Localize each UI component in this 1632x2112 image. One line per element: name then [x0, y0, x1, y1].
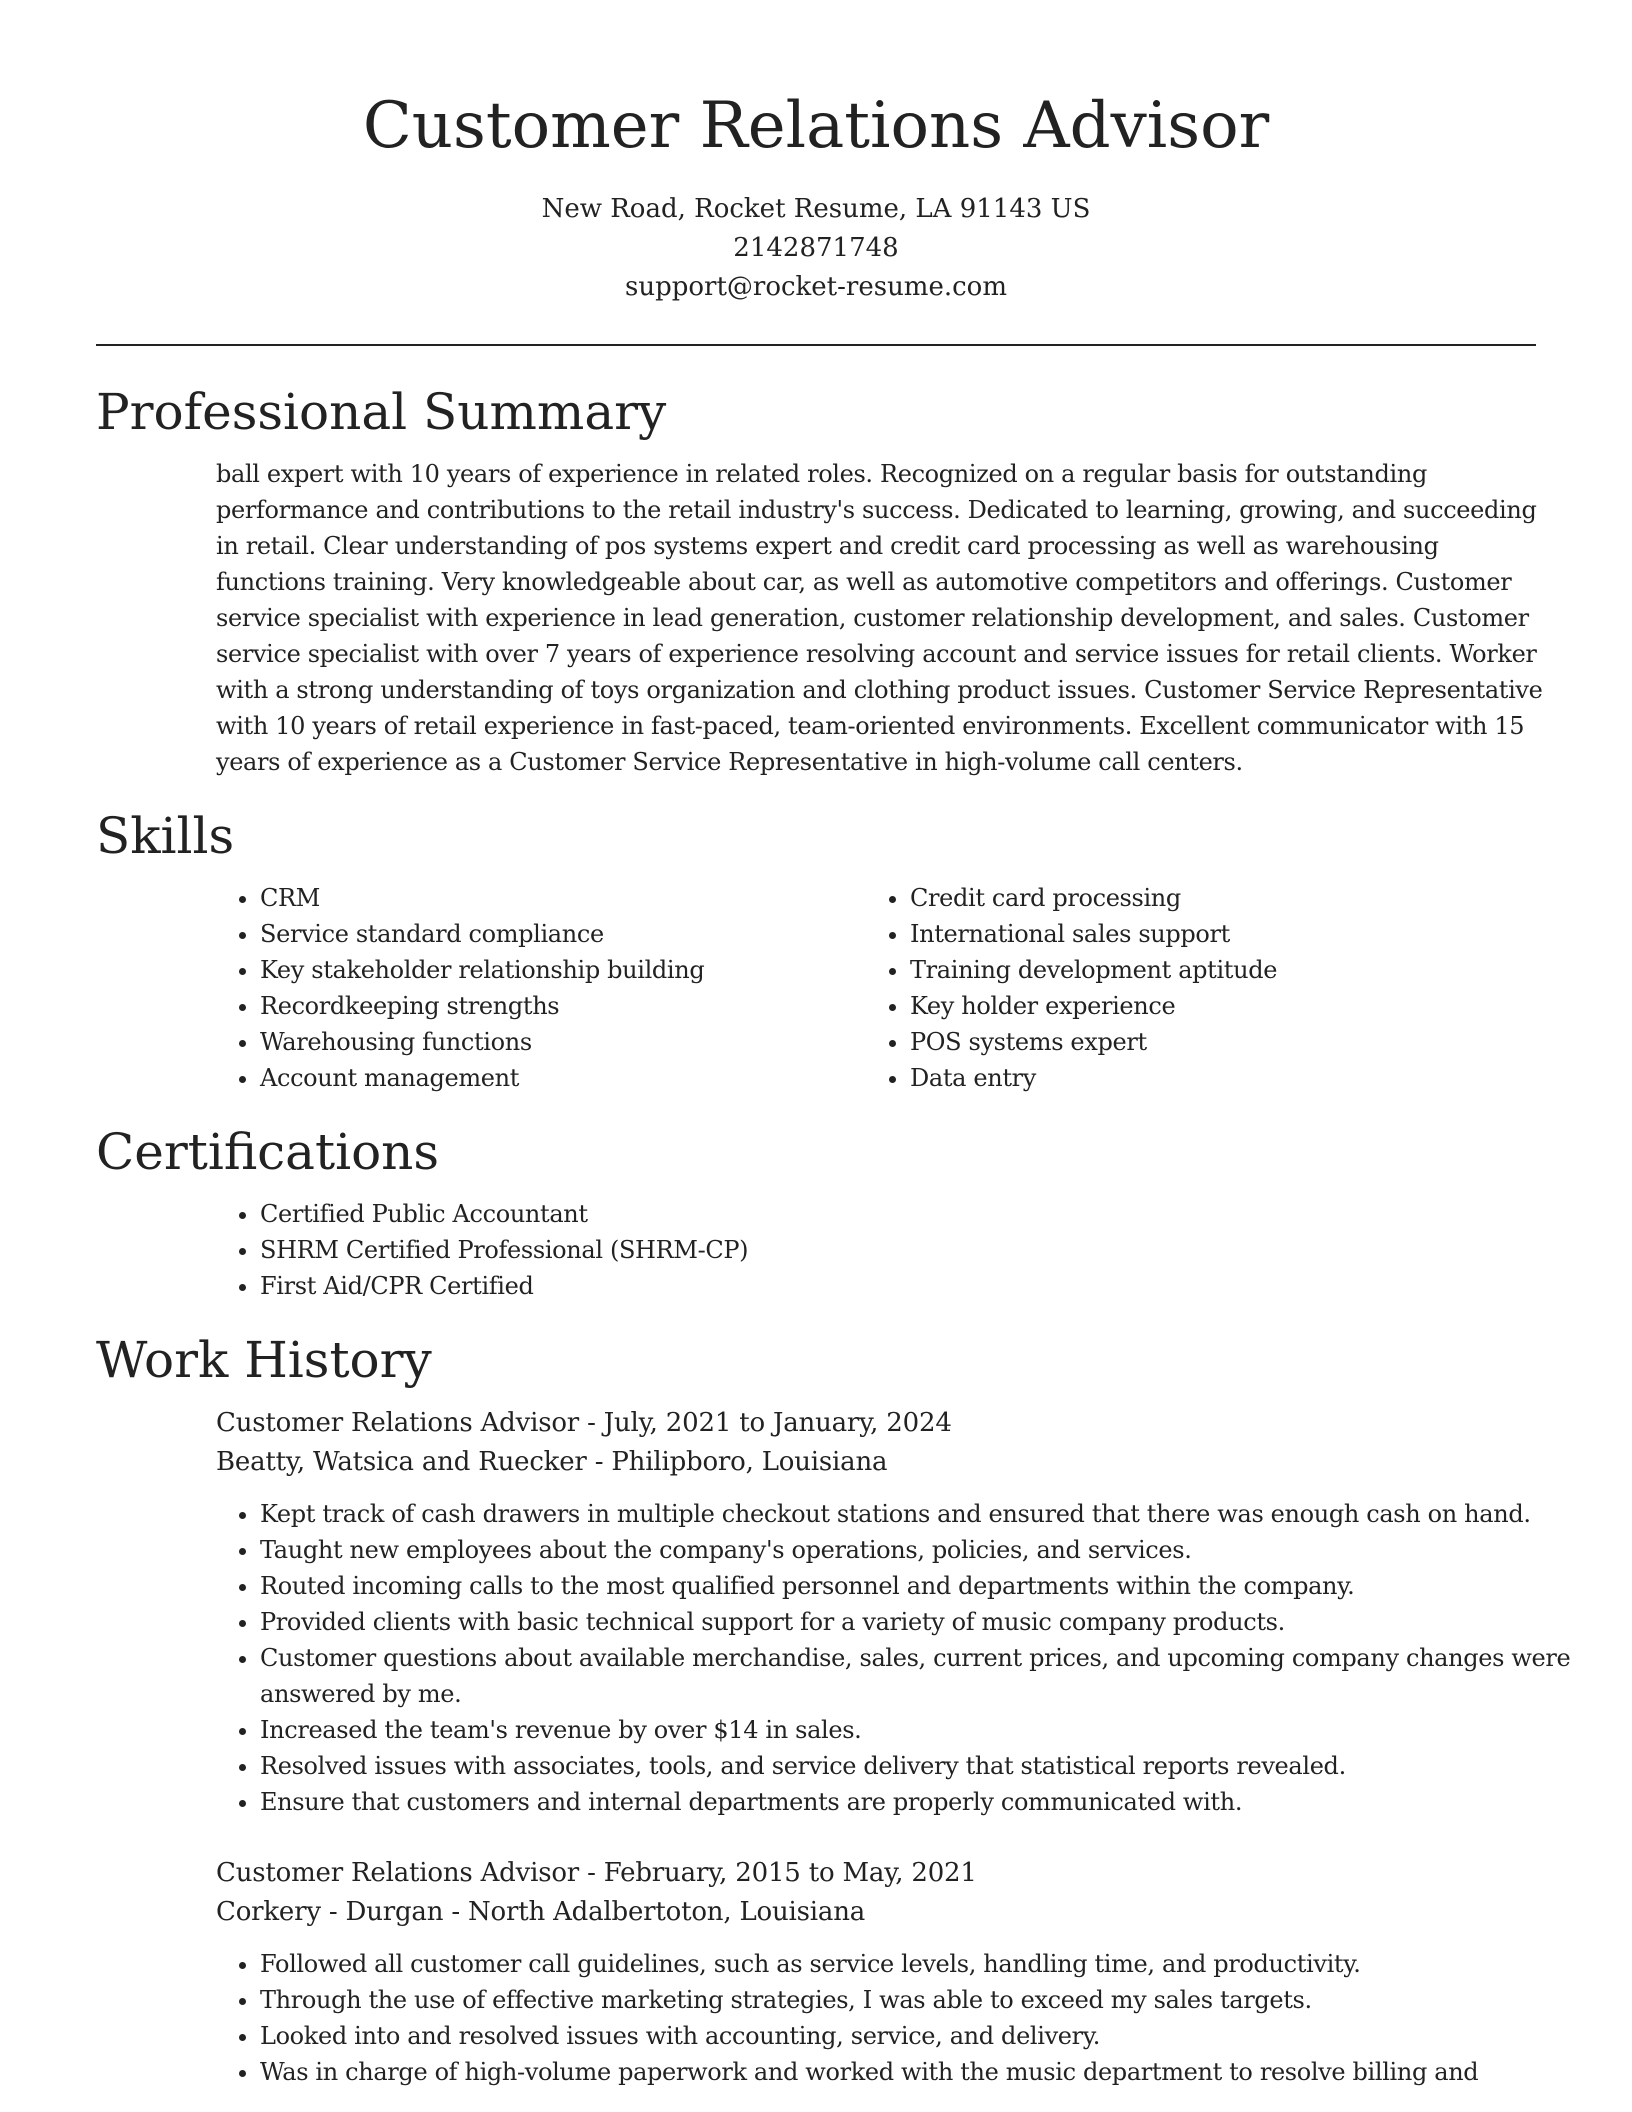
list-item: • Data entry: [910, 1060, 1516, 1096]
job-company-line: Beatty, Watsica and Ruecker - Philipboro, Louisiana: [216, 1447, 888, 1477]
job-entry: [216, 1404, 1571, 1820]
list-item: • POS systems expert: [910, 1024, 1516, 1060]
list-item: • Ensure that customers and internal departments are properly communicated with.: [260, 1784, 1590, 1820]
list-item: • Service standard compliance: [260, 916, 866, 952]
list-item: • Provided clients with basic technical support for a variety of music company products.: [260, 1604, 1590, 1640]
list-item: • SHRM Certified Professional (SHRM-CP): [260, 1232, 1536, 1268]
summary-section: [96, 380, 1543, 780]
summary-text: ball expert with 10 years of experience in related roles. Recognized on a regular basis for outstanding performance and contributions to the retail industry's success. Dedicated to learning, growing, and succeeding in retail. Clear understanding of pos systems expert and credit card processing as well as warehousing functions training. Very knowledgeable about car, as well as automotive competitors and offerings. Customer service specialist with experience in lead generation, customer relationship development, and sales. Customer service specialist with over 7 years of experience resolving account and service issues for retail clients. Worker with a strong understanding of toys organization and clothing product issues. Customer Service Representative with 10 years of retail experience in fast-paced, team-oriented environments. Excellent communicator with 15 years of experience as a Customer Service Representative in high-volume call centers.: [216, 460, 1543, 776]
summary-heading: Professional Summary: [96, 383, 667, 441]
list-item: • Through the use of effective marketing strategies, I was able to exceed my sales targets.: [260, 1982, 1590, 2018]
list-item: • Looked into and resolved issues with accounting, service, and delivery.: [260, 2018, 1590, 2054]
resume-page: [96, 0, 1571, 2090]
resume-header: [96, 0, 1536, 307]
skills-heading: Skills: [96, 807, 235, 865]
list-item: • Followed all customer call guidelines, such as service levels, handling time, and productivity.: [260, 1946, 1590, 1982]
job-title-line: Customer Relations Advisor - July, 2021 to January, 2024: [216, 1408, 952, 1438]
certifications-heading: Certifications: [96, 1123, 440, 1181]
job-location: North Adalbertoton, Louisiana: [468, 1897, 866, 1927]
list-item: • Key holder experience: [910, 988, 1516, 1024]
work-history-heading: Work History: [96, 1331, 432, 1389]
header-divider: [96, 344, 1536, 346]
contact-address: New Road, Rocket Resume, LA 91143 US: [541, 194, 1091, 224]
job-company-line: Corkery - Durgan - North Adalbertoton, Louisiana: [216, 1897, 866, 1927]
job-title: Customer Relations Advisor: [216, 1408, 580, 1438]
list-item: • Kept track of cash drawers in multiple checkout stations and ensured that there was enough cash on hand.: [260, 1496, 1590, 1532]
job-bullets: [216, 1946, 1590, 2090]
job-title-line: Customer Relations Advisor - February, 2015 to May, 2021: [216, 1858, 977, 1888]
list-item: • Customer questions about available merchandise, sales, current prices, and upcoming company changes were answered by me.: [260, 1640, 1590, 1712]
candidate-name: Customer Relations Advisor: [362, 89, 1270, 163]
job-location: Philipboro, Louisiana: [611, 1447, 888, 1477]
list-item: • Account management: [260, 1060, 866, 1096]
list-item: • Taught new employees about the company's operations, policies, and services.: [260, 1532, 1590, 1568]
certifications-list: [216, 1196, 1536, 1304]
list-item: • Increased the team's revenue by over $14 in sales.: [260, 1712, 1590, 1748]
skills-grid: [216, 880, 1536, 1096]
list-item: • First Aid/CPR Certified: [260, 1268, 1536, 1304]
certifications-section: [96, 1120, 1536, 1304]
job-entry: [216, 1854, 1536, 2090]
skills-list-right: [866, 880, 1516, 1096]
list-item: • Certified Public Accountant: [260, 1196, 1536, 1232]
list-item: • Training development aptitude: [910, 952, 1516, 988]
contact-phone: 2142871748: [733, 233, 899, 263]
list-item: • Routed incoming calls to the most qualified personnel and departments within the company.: [260, 1568, 1590, 1604]
list-item: • CRM: [260, 880, 866, 916]
contact-block: [96, 190, 1536, 307]
contact-email: support@rocket-resume.com: [624, 272, 1007, 302]
list-item: • International sales support: [910, 916, 1516, 952]
skills-section: [96, 804, 1536, 1096]
job-company: Corkery - Durgan: [216, 1897, 444, 1927]
job-title: Customer Relations Advisor: [216, 1858, 580, 1888]
work-history-section: [96, 1328, 1571, 2090]
list-item: • Resolved issues with associates, tools, and service delivery that statistical reports revealed.: [260, 1748, 1590, 1784]
list-item: • Was in charge of high-volume paperwork and worked with the music department to resolve billing and: [260, 2054, 1590, 2090]
job-bullets: [216, 1496, 1590, 1820]
job-company: Beatty, Watsica and Ruecker: [216, 1447, 587, 1477]
job-dates: July, 2021 to January, 2024: [603, 1408, 952, 1438]
list-item: • Recordkeeping strengths: [260, 988, 866, 1024]
list-item: • Credit card processing: [910, 880, 1516, 916]
list-item: • Warehousing functions: [260, 1024, 866, 1060]
list-item: • Key stakeholder relationship building: [260, 952, 866, 988]
job-dates: February, 2015 to May, 2021: [603, 1858, 977, 1888]
skills-list-left: [216, 880, 866, 1096]
